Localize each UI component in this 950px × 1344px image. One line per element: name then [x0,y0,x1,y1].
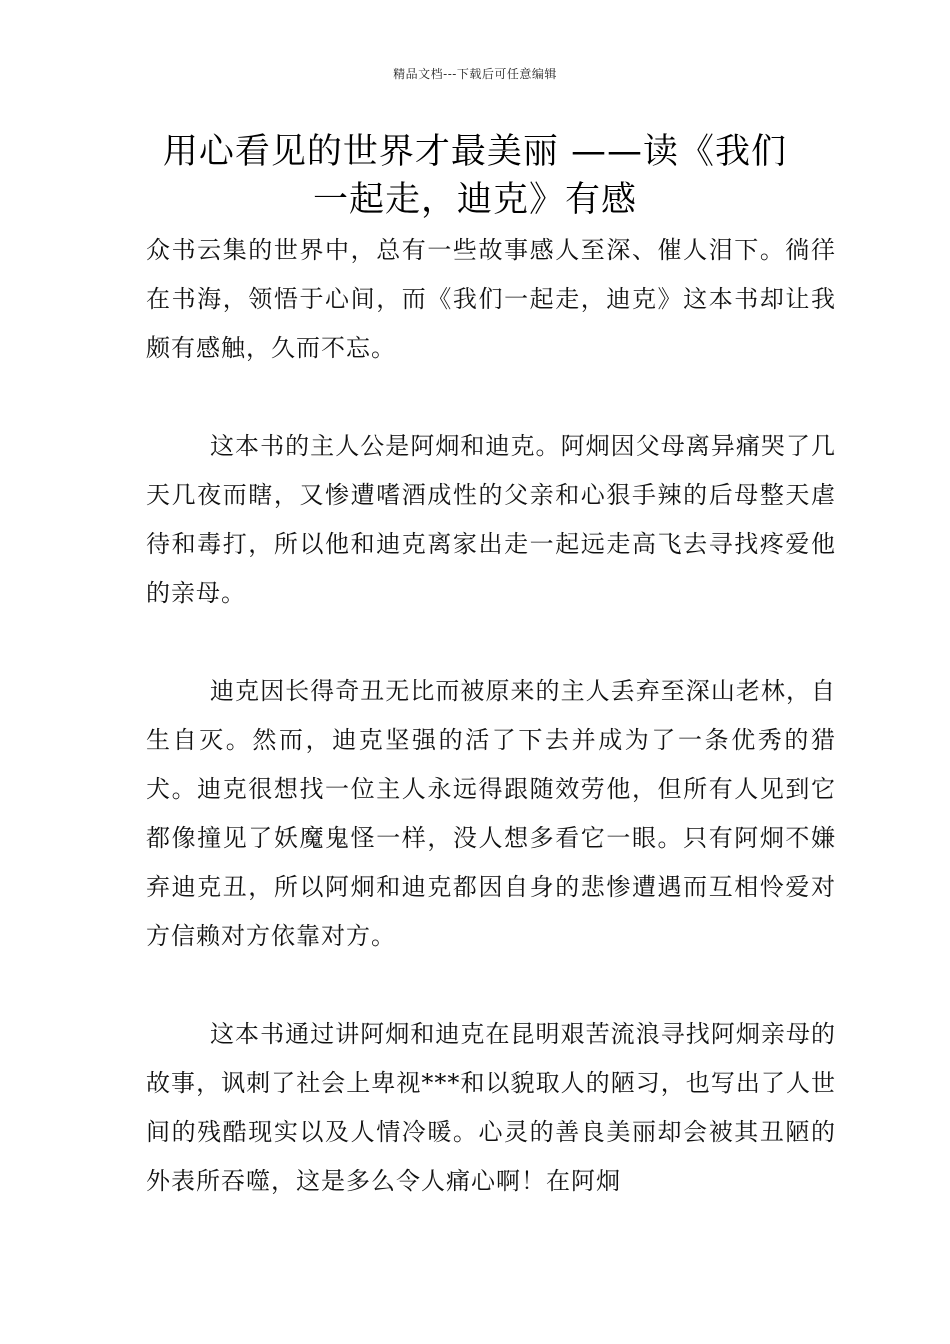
paragraph-theme: 这本书通过讲阿炯和迪克在昆明艰苦流浪寻找阿炯亲母的故事，讽刺了社会上卑视***和以貌取人的陋习，也写出了人世间的残酷现实以及人情冷暖。心灵的善良美丽却会被其丑陋的外表所吞噬，这是多么令人痛心啊！在阿炯 [146,1020,836,1195]
paragraph-protagonists: 这本书的主人公是阿炯和迪克。阿炯因父母离异痛哭了几天几夜而瞎，又惨遭嗜酒成性的父亲和心狠手辣的后母整天虐待和毒打，所以他和迪克离家出走一起远走高飞去寻找疼爱他的亲母。 [146,432,836,607]
paragraph-intro: 众书云集的世界中，总有一些故事感人至深、催人泪下。徜徉在书海，领悟于心间，而《我们一起走，迪克》这本书却让我颇有感触，久而不忘。 [146,236,836,362]
header-note: 精品文档---下载后可任意编辑 [393,67,557,81]
document-body [146,226,836,1255]
paragraph-dick: 迪克因长得奇丑无比而被原来的主人丢弃至深山老林，自生自灭。然而，迪克坚强的活了下去并成为了一条优秀的猎犬。迪克很想找一位主人永远得跟随效劳他，但所有人见到它都像撞见了妖魔鬼怪一样，没人想多看它一眼。只有阿炯不嫌弃迪克丑，所以阿炯和迪克都因自身的悲惨遭遇而互相怜爱对方信赖对方依靠对方。 [146,677,836,950]
document-title: 用心看见的世界才最美丽 ——读《我们一起走，迪克》有感 [162,132,788,220]
